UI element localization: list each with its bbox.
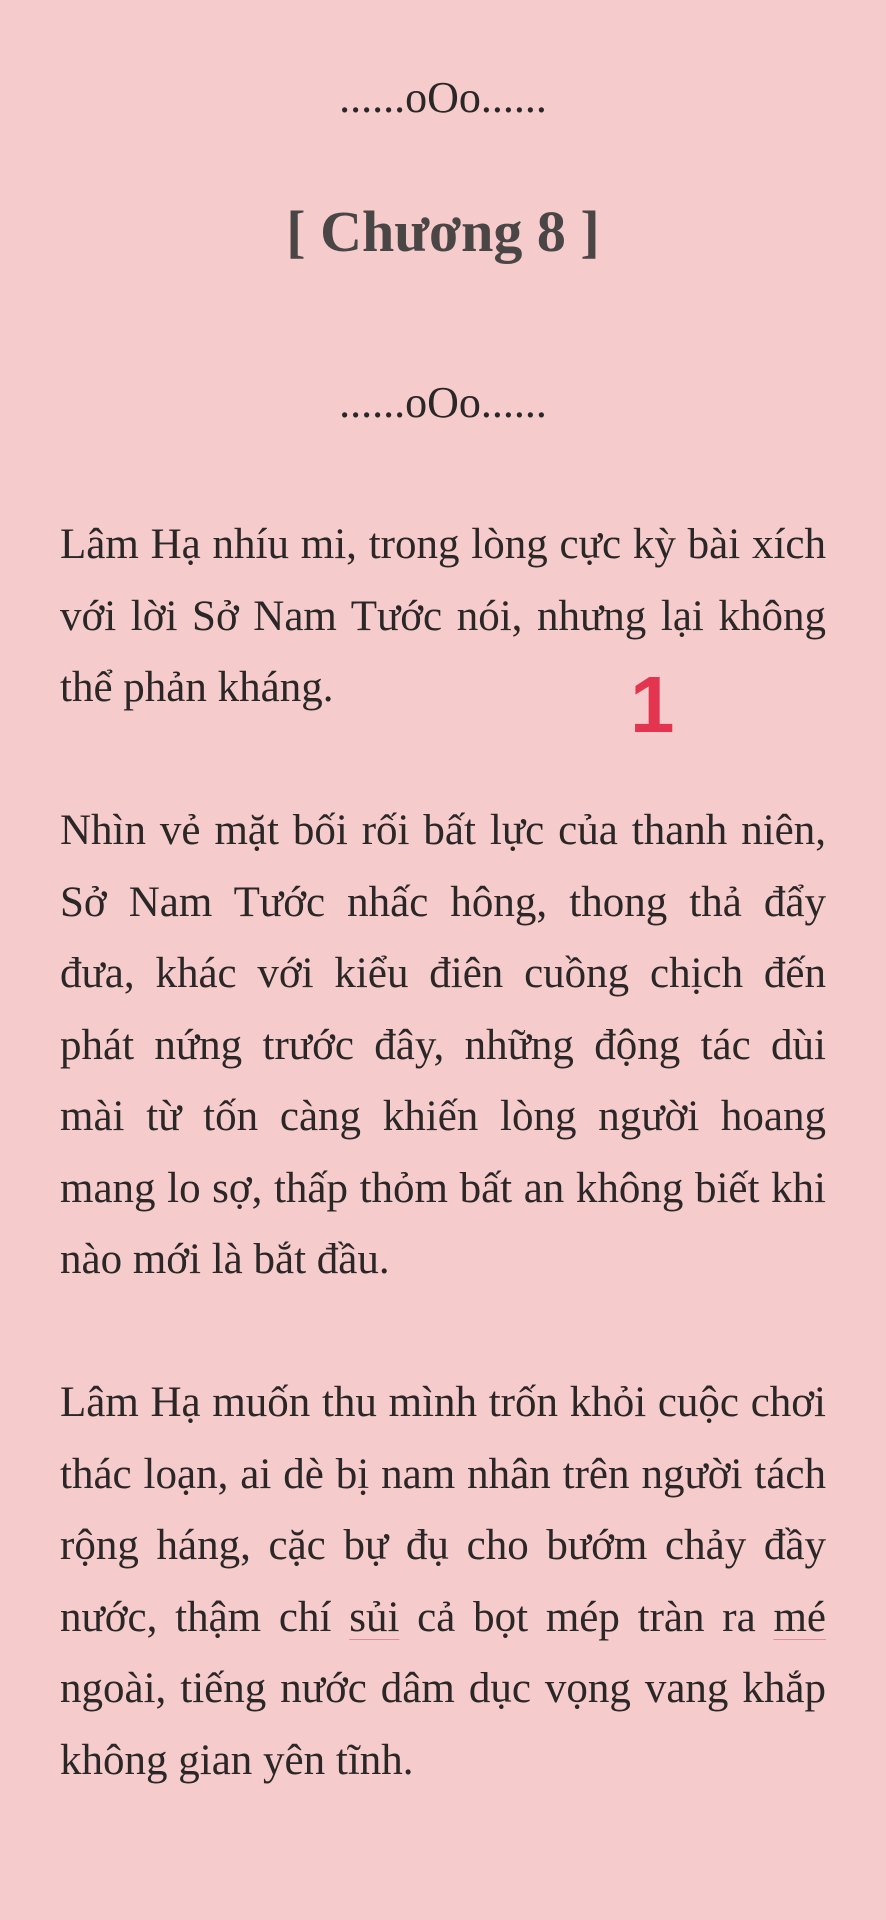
divider-bottom: ......oOo...... bbox=[339, 378, 547, 427]
paragraph-3 bbox=[60, 1367, 826, 1796]
paragraph-1: Lâm Hạ nhíu mi, trong lòng cực kỳ bài xích với lời Sở Nam Tước nói, nhưng lại không thể phản kháng. bbox=[60, 521, 826, 711]
divider-top: ......oOo...... bbox=[339, 73, 547, 122]
page-number-badge: 1 bbox=[630, 660, 675, 749]
paragraph-3-part-a: Lâm Hạ muốn thu mình trốn khỏi cuộc chơi thác loạn, ai dè bị nam nhân trên người tách rộng háng, cặc bự đụ cho bướm chảy đầy nước, thậm chí bbox=[60, 1379, 826, 1641]
paragraph-2: Nhìn vẻ mặt bối rối bất lực của thanh niên, Sở Nam Tước nhấc hông, thong thả đẩy đưa, khác với kiểu điên cuồng chịch đến phát nứng trước đây, những động tác dùi mài từ tốn càng khiến lòng người hoang mang lo sợ, thấp thỏm bất an không biết khi nào mới là bắt đầu. bbox=[60, 807, 826, 1283]
paragraph-3-part-b: cả bọt mép tràn ra bbox=[399, 1593, 774, 1641]
underlined-word-me: mé bbox=[773, 1593, 826, 1641]
underlined-word-sui: sủi bbox=[349, 1593, 400, 1641]
paragraph-3-part-c: ngoài, tiếng nước dâm dục vọng vang khắp không gian yên tĩnh. bbox=[60, 1665, 826, 1784]
chapter-title: [ Chương 8 ] bbox=[286, 199, 600, 264]
